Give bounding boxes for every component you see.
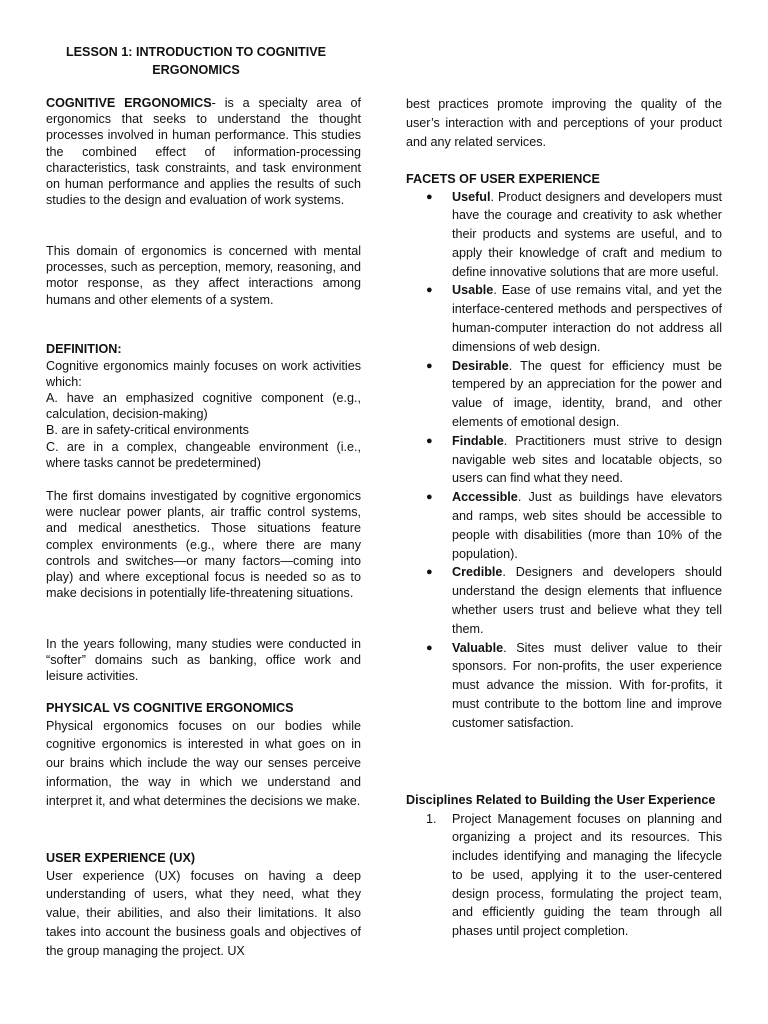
facet-item-usable (406, 281, 722, 356)
first-domains-paragraph: The first domains investigated by cognitive ergonomics were nuclear power plants, air traffic control systems, and medical anesthetics. Those situations feature complex environments (e.g., where there are many controls and switches—or many factors—coming into play) and where exceptional focus is needed so as to make decisions in potentially life-threatening situations. (46, 489, 361, 601)
physical-vs-text: Physical ergonomics focuses on our bodies while cognitive ergonomics is interested in what goes on in our brains which include the way our senses perceive information, the way in which we understand and interpret it, and what determines the decisions we make. (46, 718, 361, 808)
ux-text-continued: best practices promote improving the quality of the user’s interaction with and perceptions of your product and any related services. (406, 97, 722, 149)
disciplines-list (406, 810, 722, 942)
facets-heading: FACETS OF USER EXPERIENCE (406, 172, 600, 186)
bullet-icon: ● (426, 434, 433, 447)
disciplines-section (406, 791, 722, 941)
facet-item-credible (406, 563, 722, 638)
bullet-icon: ● (426, 566, 433, 579)
facet-text: . Sites must deliver value to their sponsors. For non-profits, the user experience must advance the mission. With for-profits, it must contribute to the bottom line and improve customer satisfaction. (452, 640, 722, 730)
definition-item-a: A. have an emphasized cognitive component (e.g., calculation, decision-making) (46, 390, 361, 422)
facet-item-accessible (406, 488, 722, 563)
bullet-icon: ● (426, 284, 433, 297)
intro-term: COGNITIVE ERGONOMICS (46, 96, 212, 110)
facets-section (406, 171, 722, 733)
bullet-icon: ● (426, 491, 433, 504)
facet-term: Findable (452, 433, 504, 448)
domain-paragraph: This domain of ergonomics is concerned with mental processes, such as perception, memory, reasoning, and motor response, as they affect interactions among humans and other elements of a system. (46, 244, 361, 307)
facet-item-valuable (406, 639, 722, 733)
definition-section (46, 341, 361, 471)
facet-term: Usable (452, 283, 494, 298)
bullet-icon: ● (426, 641, 433, 654)
years-paragraph: In the years following, many studies were conducted in “softer” domains such as banking, office work and leisure activities. (46, 637, 361, 684)
facet-term: Credible (452, 565, 503, 580)
definition-item-c: C. are in a complex, changeable environment (i.e., where tasks cannot be predetermined) (46, 439, 361, 470)
facet-item-useful (406, 188, 722, 282)
physical-vs-heading: PHYSICAL VS COGNITIVE ERGONOMICS (46, 701, 294, 715)
facet-item-desirable (406, 357, 722, 432)
facet-text: . Ease of use remains vital, and yet the interface-centered methods and perspectives of human-computer interaction do not address all dimensions of web design. (452, 283, 722, 354)
discipline-number: 1. (426, 811, 437, 826)
definition-item-b: B. are in safety-critical environments (46, 423, 249, 438)
facet-term: Accessible (452, 490, 518, 505)
facets-list (406, 188, 722, 733)
definition-heading: DEFINITION: (46, 342, 122, 356)
facet-item-findable (406, 432, 722, 488)
intro-text: - is a specialty area of ergonomics that seeks to understand the thought processes involved in human performance. This studies the combined effect of information-processing characteristics, task constraints, and task environment on human performance and applies the results of such studies to the design and evaluation of work systems. (46, 96, 362, 208)
facet-text: . Designers and developers should understand the design elements that influence whether users trust and believe what they tell them. (452, 565, 722, 636)
facet-term: Useful (452, 189, 491, 204)
facet-text: . The quest for efficiency must be tempered by an appreciation for the power and value of image, identity, brand, and other elements of emotional design. (452, 358, 722, 430)
definition-lead: Cognitive ergonomics mainly focuses on work activities which: (46, 358, 361, 389)
disciplines-heading: Disciplines Related to Building the User Experience (406, 793, 716, 807)
facet-text: . Product designers and developers must have the courage and creativity to ask whether their products and systems are useful, and to apply their knowledge of craft and medium to define innovative solutions that are more useful. (452, 189, 722, 279)
ux-text: User experience (UX) focuses on having a deep understanding of users, what they need, what they value, their abilities, and also their limitations. It also takes into account the business goals and objectives of the group managing the project. UX (46, 868, 361, 958)
intro-paragraph (46, 95, 361, 208)
bullet-icon: ● (426, 190, 433, 203)
discipline-item (406, 810, 722, 942)
ux-heading: USER EXPERIENCE (UX) (46, 851, 196, 865)
facet-term: Desirable (452, 358, 509, 373)
facet-term: Valuable (452, 640, 504, 655)
bullet-icon: ● (426, 359, 433, 372)
lesson-title-line-2: ERGONOMICS (152, 62, 240, 77)
facet-text: . Practitioners must strive to design navigable web sites and locatable objects, so users can find what they need. (452, 433, 722, 486)
discipline-text: Project Management focuses on planning and organizing a project and its resources. This includes identifying and managing the lifecycle to be used, applying it to the user-centered design process, formulating the project team, and efficiently guiding the team through all phases until project completion. (452, 811, 722, 939)
physical-vs-section (46, 700, 361, 810)
ux-section (46, 850, 361, 960)
lesson-title-line-1: LESSON 1: INTRODUCTION TO COGNITIVE (65, 45, 327, 59)
lesson-title (46, 44, 346, 79)
facet-text: . Just as buildings have elevators and ramps, web sites should be accessible to people with disabilities (more than 10% of the population). (452, 490, 722, 561)
